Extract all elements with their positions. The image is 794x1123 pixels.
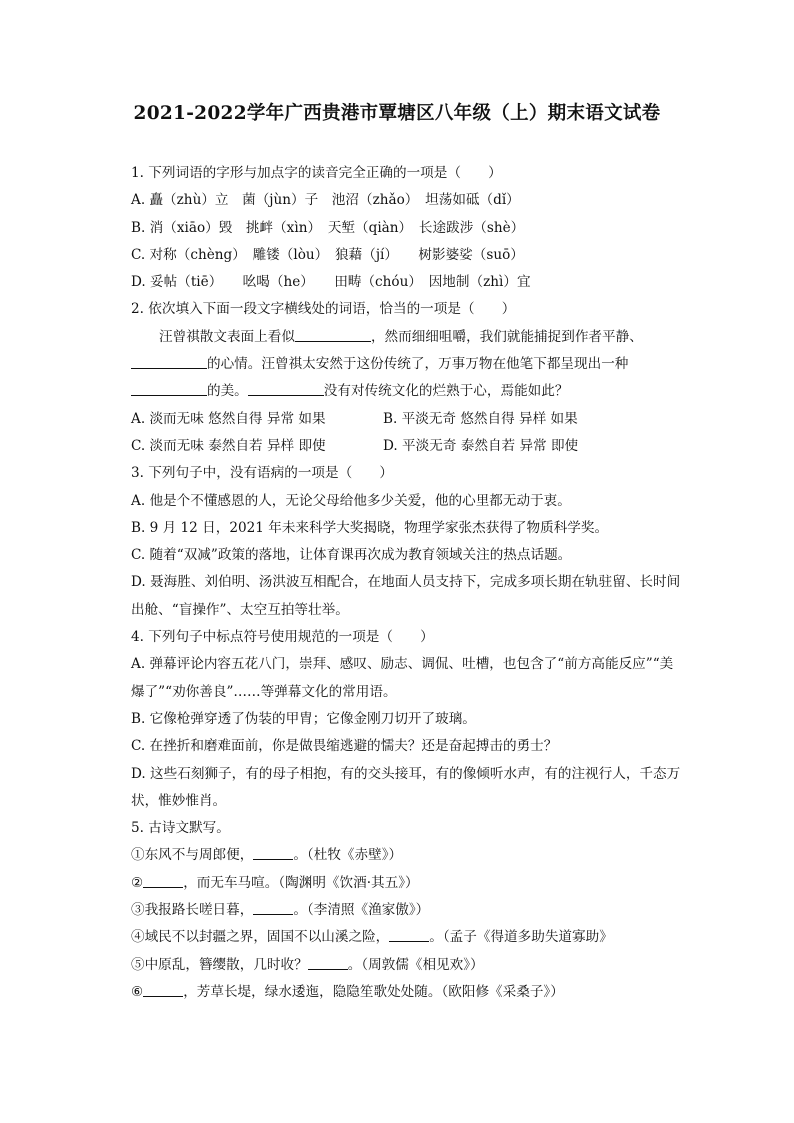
blank-line xyxy=(131,353,207,369)
poem-line-2 xyxy=(131,870,697,897)
question-4-stem: 4. 下列句子中标点符号使用规范的一项是（ ） xyxy=(131,629,434,646)
poem-text: ①东风不与周郎便， xyxy=(131,847,254,864)
blank-line xyxy=(253,899,293,915)
question-3-option-d-line-2: 出舱、“盲操作”、太空互拍等壮举。 xyxy=(131,601,349,618)
question-4-option-a-line-2: 爆了”“劝你善良”……等弹幕文化的常用语。 xyxy=(131,683,397,700)
poem-source: 。（孟子《得道多助失道寡助》 xyxy=(429,929,613,946)
question-1-option-d: D. 妥帖（tiē） 吆喝（he） 田畴（chóu） 因地制（zhì）宜 xyxy=(131,274,531,291)
question-4-option-a-line-1: A. 弹幕评论内容五花八门，崇拜、感叹、励志、调侃、吐槽，也包含了“前方高能反应”“美 xyxy=(131,656,674,673)
question-2-options-row-2 xyxy=(131,433,697,460)
question-3-option-b: B. 9 月 12 日，2021 年未来科学大奖揭晓，物理学家张杰获得了物质科学奖。 xyxy=(131,519,609,536)
question-4-option-b: B. 它像枪弹穿透了伪装的甲胄；它像金刚刀切开了玻璃。 xyxy=(131,710,476,727)
question-2-stem: 2. 依次填入下面一段文字横线处的词语，恰当的一项是（ ） xyxy=(131,301,516,318)
passage-text: 汪曾祺散文表面上看似 xyxy=(159,328,295,345)
poem-source: 。（周敦儒《相见欢》） xyxy=(347,956,484,973)
question-2-options-row-1 xyxy=(131,406,697,433)
blank-line xyxy=(389,926,429,942)
poem-source: ，而无车马喧。（陶渊明《饮酒·其五》） xyxy=(183,874,419,891)
question-3-option-a: A. 他是个不懂感恩的人，无论父母给他多少关爱，他的心里都无动于衷。 xyxy=(131,492,571,509)
question-2-option-a: A. 淡而无味 悠然自得 异常 如果 xyxy=(131,410,326,427)
question-1-stem: 1. 下列词语的字形与加点字的读音完全正确的一项是（ ） xyxy=(131,165,502,181)
poem-line-1 xyxy=(131,842,697,869)
poem-text: ④域民不以封疆之界，固国不以山溪之险， xyxy=(131,929,390,946)
exam-title: 2021-2022学年广西贵港市覃塘区八年级（上）期末语文试卷 xyxy=(133,103,661,124)
question-1-option-a: A. 矗（zhù）立 菌（jùn）子 池沼（zhǎo） 坦荡如砥（dǐ） xyxy=(131,192,520,209)
question-3-option-d-line-1: D. 聂海胜、刘伯明、汤洪波互相配合，在地面人员支持下，完成多项长期在轨驻留、长时间 xyxy=(131,574,681,591)
passage-text: ，然而细细咀嚼，我们就能捕捉到作者平静、 xyxy=(370,328,643,345)
exam-content xyxy=(131,160,697,1006)
poem-line-6 xyxy=(131,979,697,1006)
poem-line-3 xyxy=(131,897,697,924)
blank-line xyxy=(253,844,293,860)
blank-line xyxy=(131,380,207,396)
question-3-option-c: C. 随着“双减”政策的落地，让体育课再次成为教育领域关注的热点话题。 xyxy=(131,547,572,564)
question-3-stem: 3. 下列句子中，没有语病的一项是（ ） xyxy=(131,465,393,482)
blank-line xyxy=(143,872,183,888)
blank-line xyxy=(248,380,324,396)
blank-line xyxy=(143,981,183,997)
question-2-passage-line-3 xyxy=(131,378,697,405)
poem-source: 。（李清照《渔家傲》） xyxy=(293,902,430,919)
poem-line-4 xyxy=(131,924,697,951)
question-2-passage-line-2 xyxy=(131,351,697,378)
poem-source: ，芳草长堤，绿水逶迤，隐隐笙歌处处随。（欧阳修《采桑子》） xyxy=(183,983,564,1000)
poem-source: 。（杜牧《赤壁》） xyxy=(293,847,403,864)
passage-text: 的美。 xyxy=(207,383,248,400)
poem-line-5 xyxy=(131,952,697,979)
question-4-option-d-line-2: 状，惟妙惟肖。 xyxy=(131,792,227,809)
question-2-option-b: B. 平淡无奇 悠然自得 异样 如果 xyxy=(383,410,578,427)
question-4-option-c: C. 在挫折和磨难面前，你是做畏缩逃避的懦夫？还是奋起搏击的勇士？ xyxy=(131,738,558,755)
poem-text: ⑤中原乱，簪缨散，几时收？ xyxy=(131,956,308,973)
question-1-option-b: B. 消（xiāo）毁 挑衅（xìn） 天堑（qiàn） 长途跋涉（shè） xyxy=(131,219,525,236)
blank-line xyxy=(295,326,371,342)
question-4-option-d-line-1: D. 这些石刻狮子，有的母子相抱，有的交头接耳，有的像倾听水声，有的注视行人，千态万 xyxy=(131,765,681,782)
passage-text: 没有对传统文化的烂熟于心，焉能如此？ xyxy=(323,383,569,400)
question-5-stem: 5. 古诗文默写。 xyxy=(131,820,230,837)
question-1-option-c: C. 对称（chèng） 雕镂（lòu） 狼藉（jí） 树影婆娑（suō） xyxy=(131,246,524,263)
question-2-passage-line-1 xyxy=(131,324,697,351)
poem-text: ② xyxy=(131,874,144,891)
blank-line xyxy=(308,954,348,970)
passage-text: 的心情。汪曾祺太安然于这份传统了，万事万物在他笔下都呈现出一种 xyxy=(207,356,629,373)
question-2-option-d: D. 平淡无奇 泰然自若 异常 即使 xyxy=(383,437,579,454)
poem-text: ⑥ xyxy=(131,983,144,1000)
poem-text: ③我报路长嗟日暮， xyxy=(131,902,254,919)
question-2-option-c: C. 淡而无味 泰然自若 异样 即使 xyxy=(131,437,326,454)
